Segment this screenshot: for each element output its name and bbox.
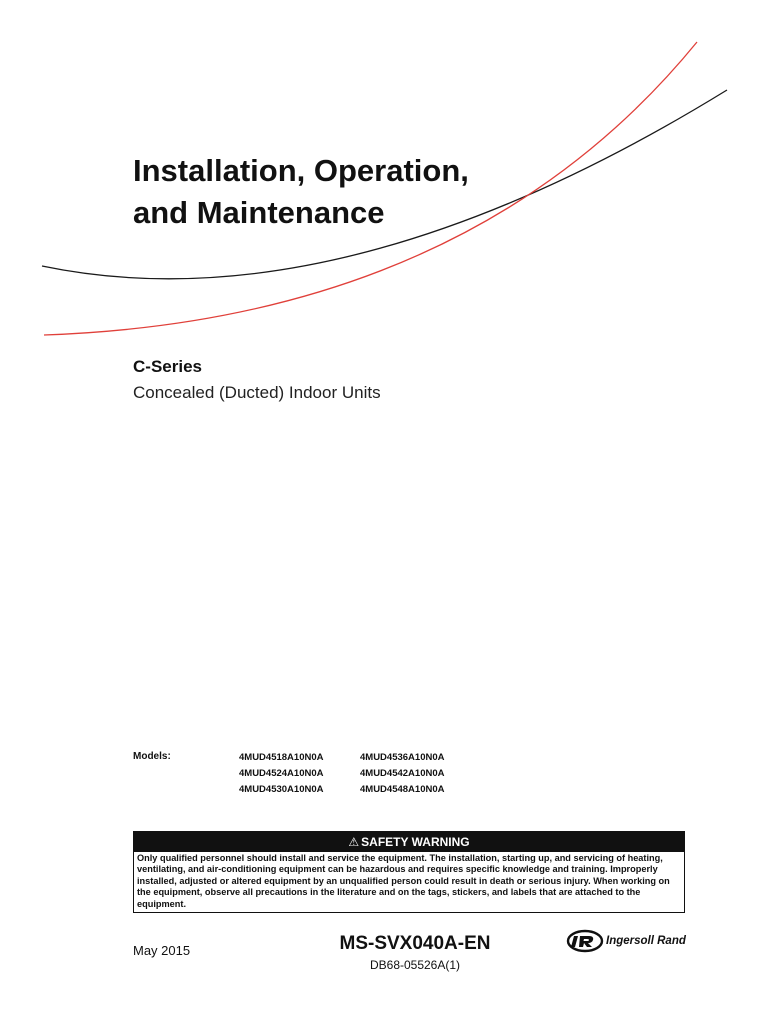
safety-warning-text: Only qualified personnel should install and service the equipment. The installation, starting up, and servicing of heating, ventilating, and air-conditioning equipment can be hazardous and requires specific knowledge and training. Improperly installed, adjusted or altered equipment by an unqualified person could result in death or serious injury. When working on the equipment, observe all precautions in the literature and on the tags, stickers, and labels that are attached to the equipment.	[137, 853, 670, 909]
warning-triangle-icon: ⚠	[348, 835, 360, 849]
document-sub-number: DB68-05526A(1)	[369, 958, 461, 972]
page-title	[133, 150, 469, 234]
title-line-1: Installation, Operation,	[133, 153, 469, 188]
series-name: C-Series	[133, 357, 202, 376]
models-list	[239, 751, 490, 797]
logo-wordmark: Ingersoll Rand	[606, 935, 686, 947]
model-number: 4MUD4536A10N0A	[360, 752, 445, 763]
safety-warning-box	[133, 831, 685, 913]
ir-logo-icon	[566, 929, 604, 953]
safety-warning-header	[134, 832, 684, 852]
model-number: 4MUD4524A10N0A	[239, 768, 324, 779]
model-number: 4MUD4518A10N0A	[239, 752, 324, 763]
model-number: 4MUD4530A10N0A	[239, 784, 324, 795]
model-number: 4MUD4548A10N0A	[360, 784, 445, 795]
model-number: 4MUD4542A10N0A	[360, 768, 445, 779]
models-label: Models:	[133, 751, 171, 762]
product-subtitle: Concealed (Ducted) Indoor Units	[133, 383, 381, 402]
safety-warning-heading: SAFETY WARNING	[361, 835, 470, 849]
title-line-2: and Maintenance	[133, 195, 385, 230]
ingersoll-rand-logo	[566, 928, 686, 954]
document-number: MS-SVX040A-EN	[339, 933, 491, 954]
publication-date: May 2015	[133, 943, 191, 958]
